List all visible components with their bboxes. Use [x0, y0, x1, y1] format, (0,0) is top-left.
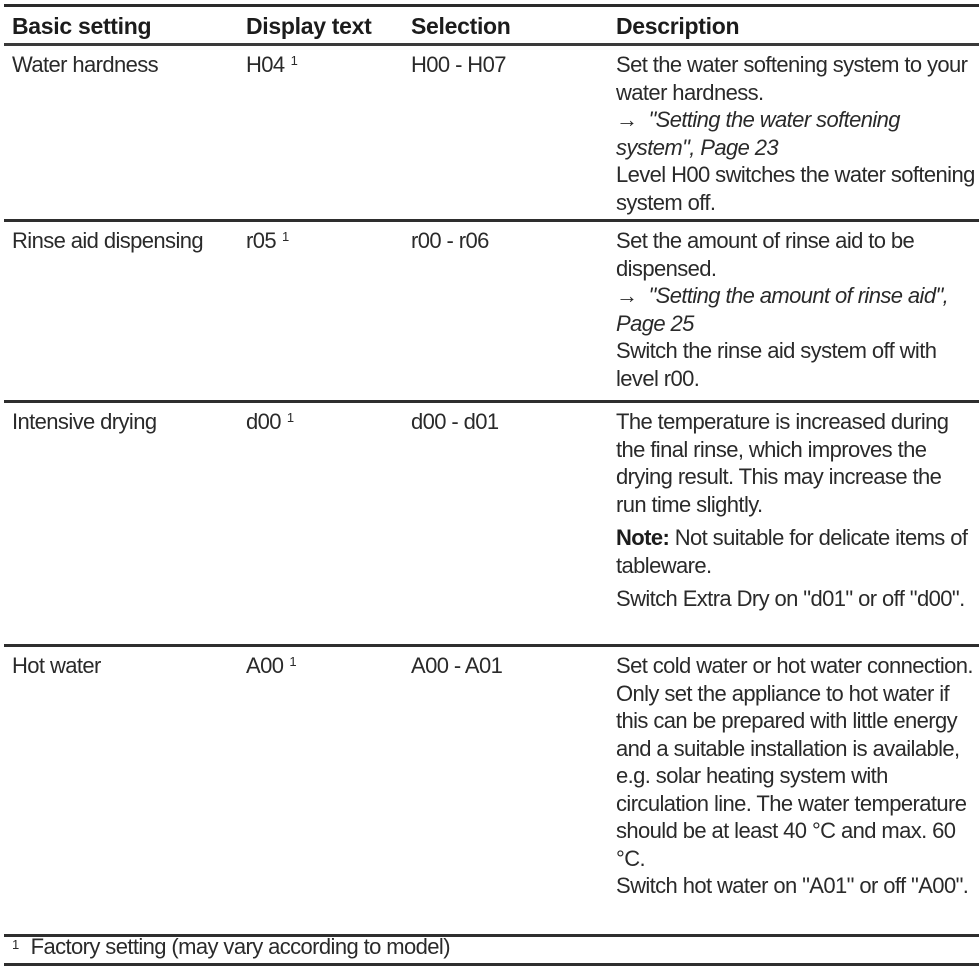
table-row-hot-water	[4, 646, 979, 936]
cell-display-text	[238, 45, 403, 221]
cross-reference-link[interactable]: → "Setting the amount of rinse aid", Page 25	[616, 283, 949, 336]
header-selection: Selection	[411, 13, 511, 39]
cell-selection: A00 - A01	[411, 653, 503, 678]
header-basic-setting: Basic setting	[12, 13, 152, 39]
description-text: The temperature is increased during the final rinse, which improves the drying result. This may increase the run time slightly.	[616, 409, 949, 517]
table-row-intensive-drying	[4, 402, 979, 646]
arrow-right-icon: →	[616, 107, 638, 132]
footnote-marker: 1	[290, 53, 298, 68]
cell-selection: d00 - d01	[411, 409, 499, 434]
table-header-row	[4, 6, 979, 45]
note-label: Note:	[616, 525, 670, 550]
cell-description	[608, 402, 979, 646]
display-value: A00	[246, 653, 284, 678]
cell-selection: r00 - r06	[411, 228, 489, 253]
table-row-rinse-aid-dispensing	[4, 221, 979, 402]
description-text: Switch hot water on "A01" or off "A00".	[616, 873, 969, 898]
footnote-text: Factory setting (may vary according to model)	[30, 934, 450, 959]
cell-description	[608, 221, 979, 402]
basic-settings-table	[4, 4, 979, 937]
description-text: Switch Extra Dry on "d01" or off "d00".	[616, 586, 965, 611]
cell-description	[608, 45, 979, 221]
footnote-marker: 1	[286, 410, 294, 425]
cell-display-text	[238, 221, 403, 402]
cell-selection: H00 - H07	[411, 52, 506, 77]
cell-display-text	[238, 646, 403, 936]
display-value: d00	[246, 409, 281, 434]
description-text: Level H00 switches the water softening system off.	[616, 162, 975, 215]
footnote-mark: 1	[12, 937, 19, 952]
display-value: r05	[246, 228, 276, 253]
cell-setting: Water hardness	[12, 52, 159, 77]
description-text: Switch the rinse aid system off with level r00.	[616, 338, 937, 391]
basic-settings-table-container	[4, 4, 979, 937]
cell-description	[608, 646, 979, 936]
header-display-text: Display text	[246, 13, 372, 39]
cell-setting: Hot water	[12, 653, 101, 678]
description-text: Set cold water or hot water connection. Only set the appliance to hot water if this can be prepared with little energy and a suitable installation is available, e.g. solar heating system with circulation line. The water temperature should be at least 40 °C and max. 60 °C.	[616, 653, 973, 871]
description-text: Set the amount of rinse aid to be dispensed.	[616, 228, 915, 281]
description-text: Set the water softening system to your water hardness.	[616, 52, 968, 105]
cell-setting: Rinse aid dispensing	[12, 228, 204, 253]
cross-reference-link[interactable]: → "Setting the water softening system", Page 23	[616, 107, 900, 160]
table-footnote	[4, 931, 979, 966]
cell-display-text	[238, 402, 403, 646]
note-paragraph: Note: Not suitable for delicate items of tableware.	[616, 525, 968, 578]
cell-setting: Intensive drying	[12, 409, 157, 434]
display-value: H04	[246, 52, 285, 77]
arrow-right-icon: →	[616, 283, 638, 308]
header-description: Description	[616, 13, 740, 39]
footnote-marker: 1	[282, 229, 289, 244]
table-row-water-hardness	[4, 45, 979, 221]
footnote-marker: 1	[289, 654, 296, 669]
